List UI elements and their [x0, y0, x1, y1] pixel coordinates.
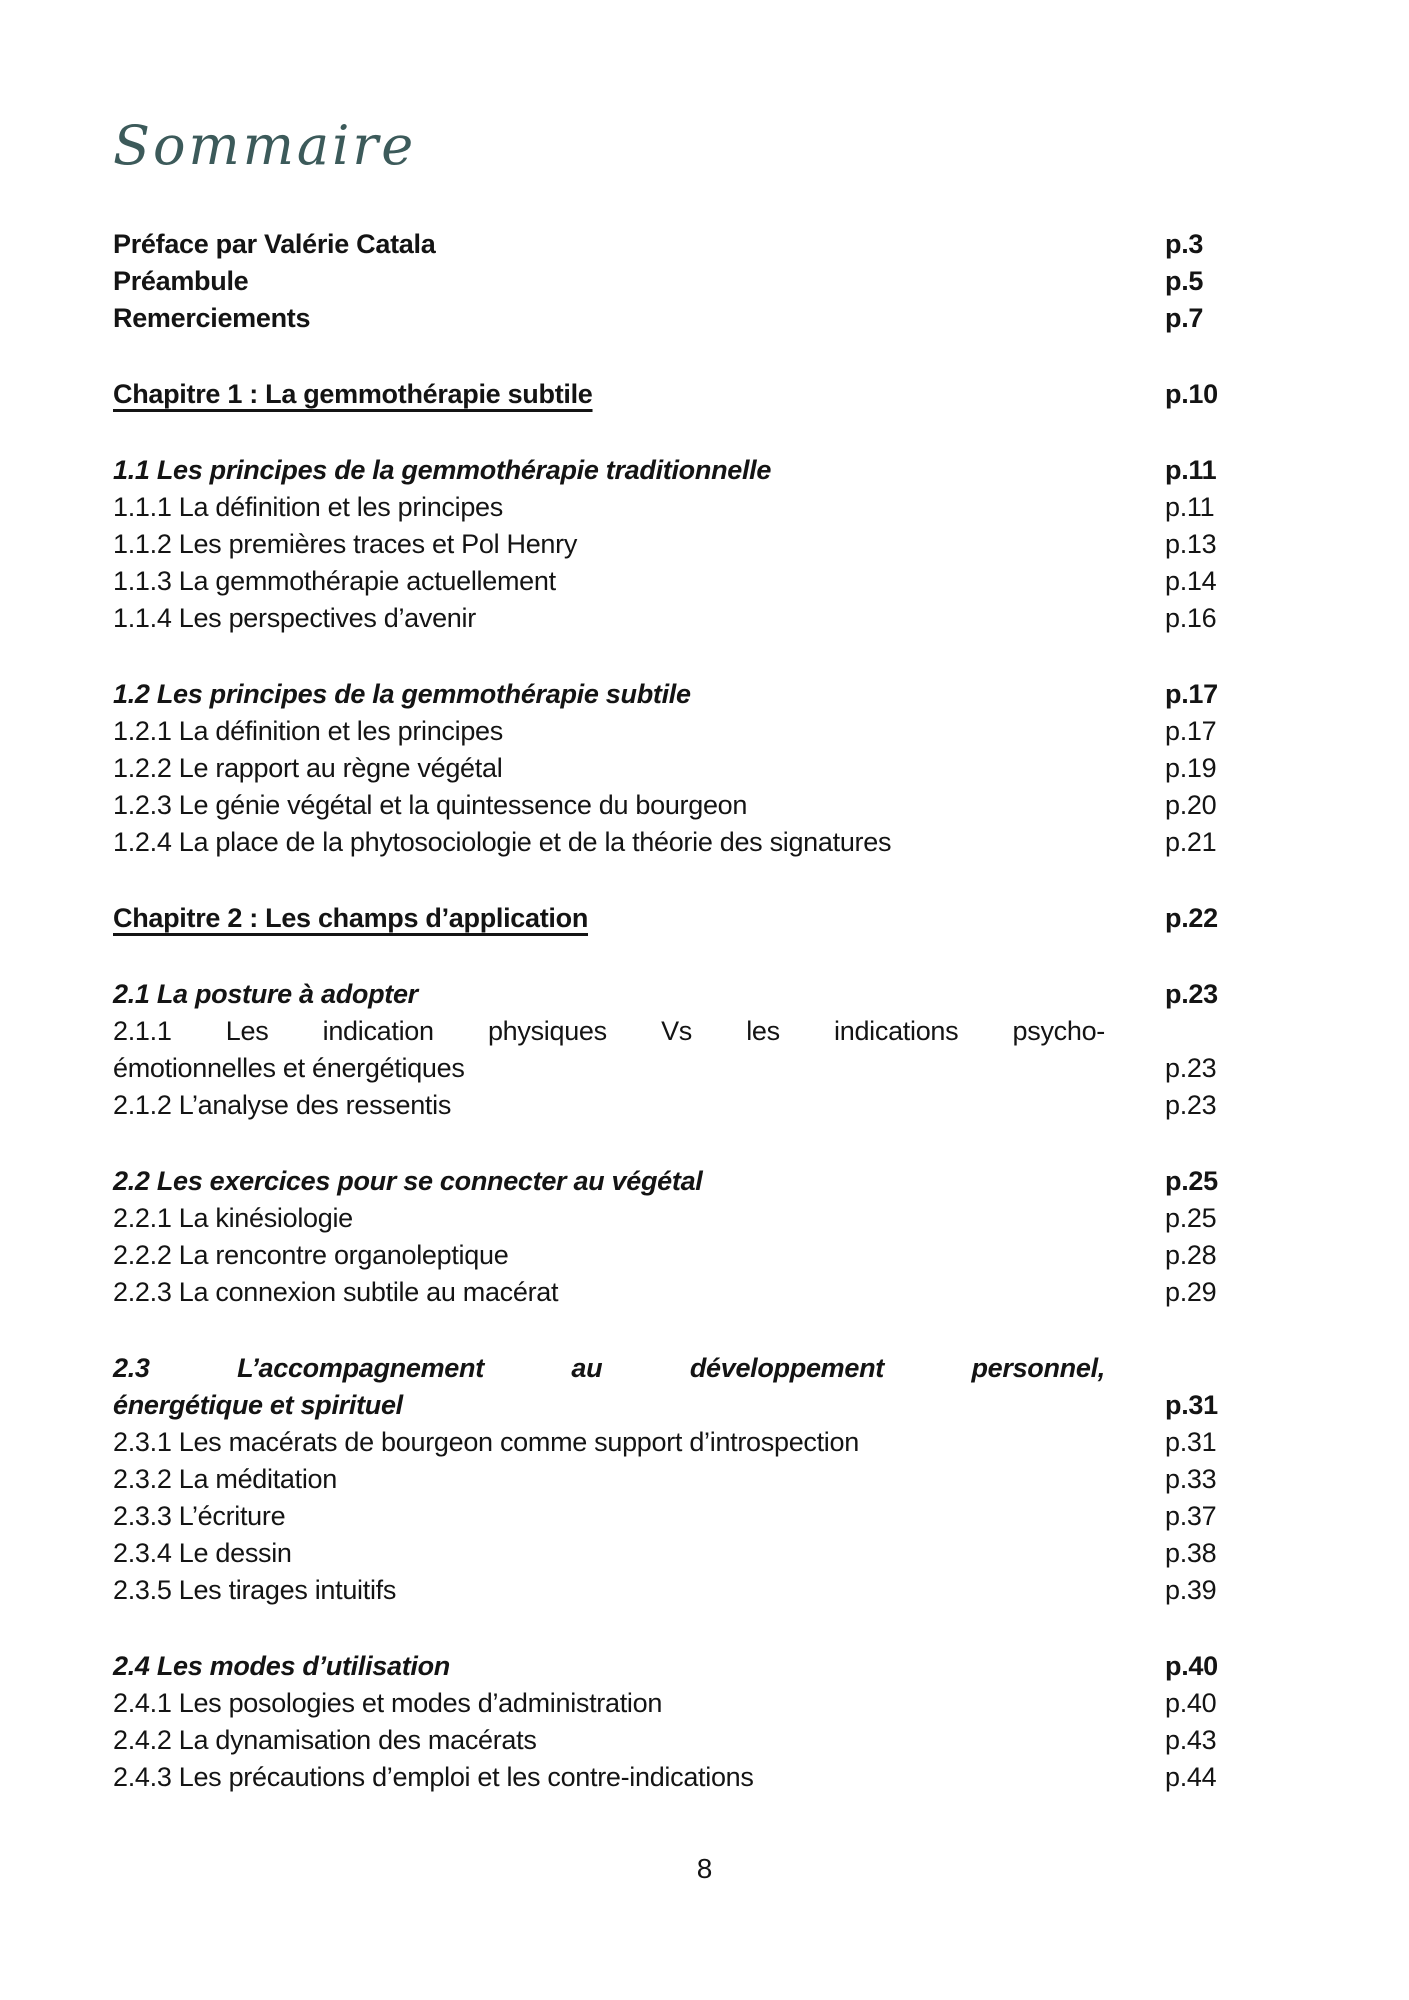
toc-entry-label: 2.3.4 Le dessin: [113, 1538, 292, 1568]
toc-entry-page: p.16: [1165, 603, 1217, 633]
toc-entry-page: p.5: [1165, 266, 1204, 296]
toc-entry-label: [113, 1350, 1165, 1424]
toc-entry-page: p.40: [1165, 1688, 1217, 1718]
toc-entry: [113, 1572, 1283, 1609]
toc-entry-page: p.25: [1165, 1166, 1218, 1196]
toc-entry-page: p.33: [1165, 1464, 1217, 1494]
toc-entry-line1: 2.3 L’accompagnement au développement personnel,: [113, 1353, 1105, 1383]
page-title: Sommaire: [113, 114, 417, 177]
toc-entry: [113, 1461, 1283, 1498]
toc-entry-label: 1.1.2 Les premières traces et Pol Henry: [113, 529, 578, 559]
toc-entry: [113, 489, 1283, 526]
page-content: [113, 110, 1283, 1796]
toc-entry-label: 2.2.3 La connexion subtile au macérat: [113, 1277, 559, 1307]
toc-entry-label: 2.3.1 Les macérats de bourgeon comme support d’introspection: [113, 1427, 859, 1457]
toc-spacer: [113, 413, 1283, 452]
toc-entry: [113, 1237, 1283, 1274]
toc-entry-page: p.19: [1165, 753, 1217, 783]
toc-entry-label: 2.4.3 Les précautions d’emploi et les contre-indications: [113, 1762, 754, 1792]
toc-entry-page: p.25: [1165, 1203, 1217, 1233]
toc-entry-section: [113, 452, 1283, 489]
toc-entry-page: p.22: [1165, 903, 1218, 933]
toc-entry-page: p.11: [1165, 455, 1217, 485]
toc-entry-line2: énergétique et spirituel: [113, 1390, 403, 1420]
toc-entry-chapter: [113, 900, 1283, 937]
toc-spacer: [113, 1124, 1283, 1163]
toc-spacer: [113, 937, 1283, 976]
toc-entry-label: 1.2.3 Le génie végétal et la quintessence du bourgeon: [113, 790, 748, 820]
toc-entry: [113, 1200, 1283, 1237]
toc-entry-label: 1.1.1 La définition et les principes: [113, 492, 503, 522]
toc-entry-page: p.23: [1165, 1053, 1217, 1083]
toc-entry-page: p.38: [1165, 1538, 1217, 1568]
toc-entry-page: p.44: [1165, 1762, 1217, 1792]
toc-entry-label: 2.1 La posture à adopter: [113, 979, 418, 1009]
toc-spacer: [113, 337, 1283, 376]
toc-entry-label: Préface par Valérie Catala: [113, 229, 436, 259]
toc-entry-label: 1.1.4 Les perspectives d’avenir: [113, 603, 476, 633]
toc-spacer: [113, 637, 1283, 676]
toc-entry-page: p.17: [1165, 679, 1218, 709]
toc-entry-page: p.7: [1165, 303, 1204, 333]
toc-entry-label: 2.4 Les modes d’utilisation: [113, 1651, 450, 1681]
toc-entry: [113, 526, 1283, 563]
toc-entry-label: [113, 1013, 1165, 1087]
toc-entry-page: p.14: [1165, 566, 1217, 596]
toc-entry-page: p.40: [1165, 1651, 1218, 1681]
toc-entry: [113, 563, 1283, 600]
toc-entry-page: p.39: [1165, 1575, 1217, 1605]
toc-entry-page: p.20: [1165, 790, 1217, 820]
toc-entry: [113, 750, 1283, 787]
toc-entry-label: Préambule: [113, 266, 249, 296]
toc-entry-line1: 2.1.1 Les indication physiques Vs les indications psycho-: [113, 1016, 1105, 1046]
toc-entry: [113, 1274, 1283, 1311]
toc-entry-page: p.21: [1165, 827, 1217, 857]
toc-entry-label: 2.2.2 La rencontre organoleptique: [113, 1240, 509, 1270]
table-of-contents: [113, 226, 1283, 1796]
toc-entry: [113, 1498, 1283, 1535]
toc-entry: [113, 226, 1283, 263]
toc-spacer: [113, 1311, 1283, 1350]
toc-entry-label: 1.2 Les principes de la gemmothérapie subtile: [113, 679, 691, 709]
toc-entry-label: 1.1 Les principes de la gemmothérapie traditionnelle: [113, 455, 772, 485]
toc-entry: [113, 1759, 1283, 1796]
toc-entry: [113, 1685, 1283, 1722]
toc-entry: [113, 1424, 1283, 1461]
toc-entry-wrapped: [113, 1013, 1283, 1087]
toc-entry: [113, 1087, 1283, 1124]
toc-entry: [113, 713, 1283, 750]
toc-entry-label: 2.1.2 L’analyse des ressentis: [113, 1090, 452, 1120]
toc-entry-label: 1.1.3 La gemmothérapie actuellement: [113, 566, 556, 596]
toc-entry-section: [113, 1648, 1283, 1685]
toc-spacer: [113, 861, 1283, 900]
toc-entry-label: [113, 900, 1165, 937]
toc-entry-page: p.29: [1165, 1277, 1217, 1307]
toc-entry-label: 1.2.2 Le rapport au règne végétal: [113, 753, 503, 783]
toc-entry-page: p.43: [1165, 1725, 1217, 1755]
toc-entry-page: p.31: [1165, 1390, 1218, 1420]
toc-entry: [113, 1535, 1283, 1572]
toc-entry-section: [113, 676, 1283, 713]
toc-entry-page: p.37: [1165, 1501, 1217, 1531]
toc-entry-label: 2.3.5 Les tirages intuitifs: [113, 1575, 397, 1605]
folio-page-number: 8: [696, 1853, 713, 1884]
toc-entry-label: Remerciements: [113, 303, 311, 333]
toc-entry-chapter: [113, 376, 1283, 413]
toc-entry: [113, 1722, 1283, 1759]
toc-entry-page: p.13: [1165, 529, 1217, 559]
toc-entry-label: 2.2 Les exercices pour se connecter au végétal: [113, 1166, 703, 1196]
toc-spacer: [113, 1609, 1283, 1648]
toc-entry-label: 1.2.1 La définition et les principes: [113, 716, 503, 746]
toc-entry-section: [113, 1163, 1283, 1200]
toc-entry-label: 2.3.2 La méditation: [113, 1464, 337, 1494]
toc-entry-label: 1.2.4 La place de la phytosociologie et de la théorie des signatures: [113, 827, 892, 857]
toc-entry: [113, 600, 1283, 637]
toc-entry-page: p.28: [1165, 1240, 1217, 1270]
toc-entry-page: p.23: [1165, 1090, 1217, 1120]
toc-entry-page: p.31: [1165, 1427, 1217, 1457]
toc-entry-label: 2.2.1 La kinésiologie: [113, 1203, 353, 1233]
toc-entry: [113, 787, 1283, 824]
toc-entry-page: p.17: [1165, 716, 1217, 746]
toc-entry: [113, 824, 1283, 861]
toc-entry-page: p.10: [1165, 379, 1218, 409]
chapter-title-text: Chapitre 2 : Les champs d’application: [113, 903, 589, 933]
toc-entry: [113, 263, 1283, 300]
toc-entry-section-wrapped: [113, 1350, 1283, 1424]
toc-entry: [113, 300, 1283, 337]
toc-entry-label: 2.4.2 La dynamisation des macérats: [113, 1725, 537, 1755]
chapter-title-text: Chapitre 1 : La gemmothérapie subtile: [113, 379, 593, 409]
toc-entry-page: p.23: [1165, 979, 1218, 1009]
toc-entry-label: [113, 376, 1165, 413]
toc-entry-page: p.3: [1165, 229, 1204, 259]
toc-entry-label: 2.4.1 Les posologies et modes d’administration: [113, 1688, 663, 1718]
toc-entry-label: 2.3.3 L’écriture: [113, 1501, 286, 1531]
toc-entry-page: p.11: [1165, 492, 1215, 522]
toc-entry-section: [113, 976, 1283, 1013]
toc-entry-line2: émotionnelles et énergétiques: [113, 1053, 465, 1083]
